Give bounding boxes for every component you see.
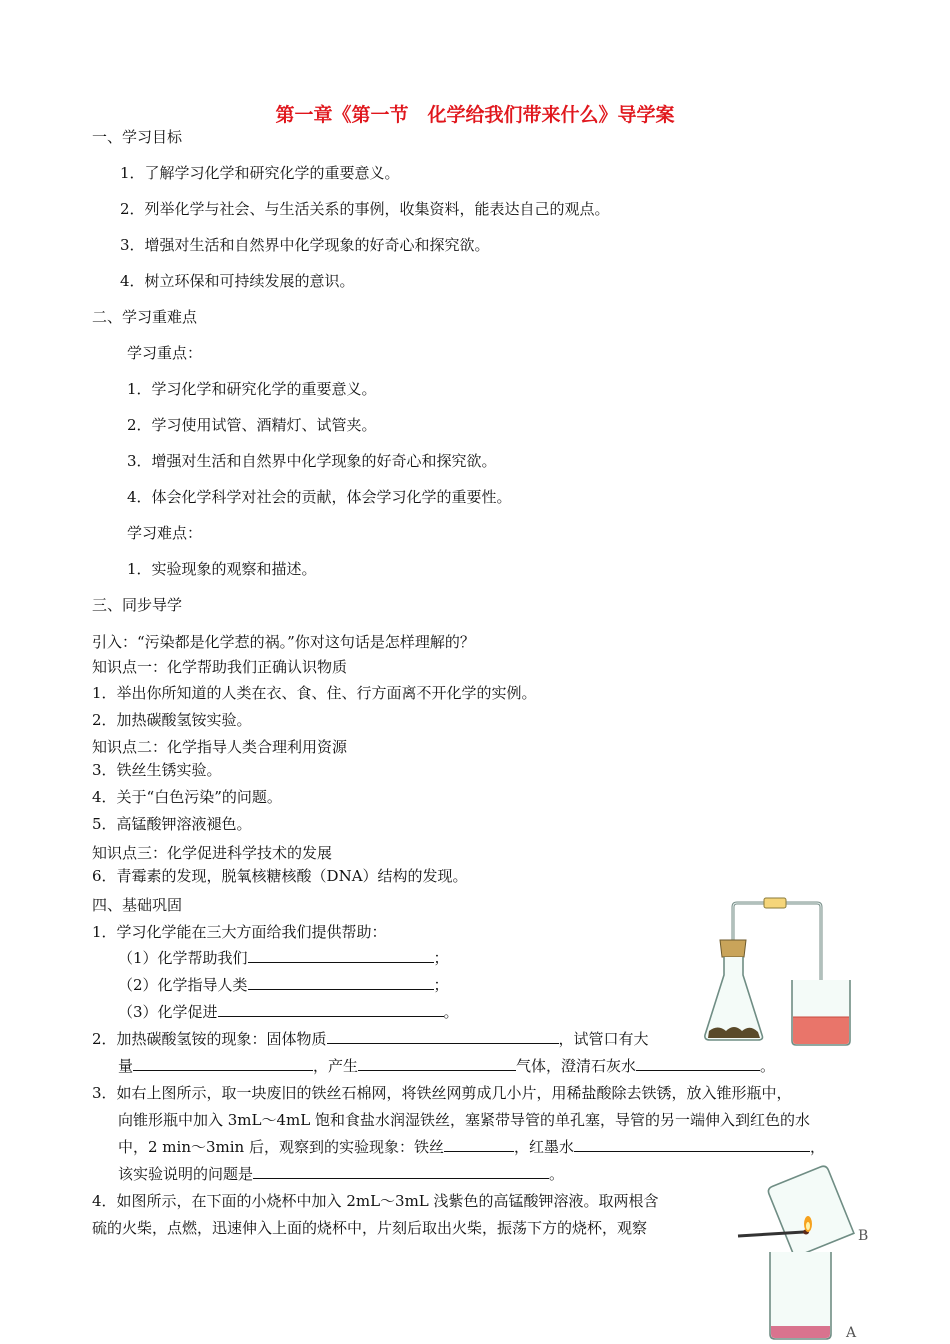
question-1b-text: （2）化学指导人类 (118, 976, 248, 994)
question-3-text: ，红墨水 (514, 1138, 575, 1156)
answer-blank[interactable] (636, 1056, 760, 1071)
knowledge-point: 知识点三：化学促进科学技术的发展 (92, 844, 333, 862)
question-3-line-2: 向锥形瓶中加入 3mL～4mL 饱和食盐水润湿铁丝，塞紧带导管的单孔塞，导管的另一端伸入到红色的水 (118, 1111, 810, 1129)
guide-item: 1．举出你所知道的人类在衣、食、住、行方面离不开化学的实例。 (92, 684, 537, 702)
question-2-line-2 (118, 1056, 775, 1076)
section-heading-goals: 一、学习目标 (92, 128, 183, 146)
difficulty-label: 学习难点： (127, 524, 203, 542)
goal-item: 4．树立环保和可持续发展的意识。 (120, 272, 355, 290)
answer-blank[interactable] (248, 975, 434, 990)
label-b: B (858, 1228, 869, 1244)
intro-line: 引入：“污染都是化学惹的祸。”你对这句话是怎样理解的？ (92, 633, 475, 651)
answer-blank[interactable] (358, 1056, 516, 1071)
question-2-line-1 (92, 1029, 649, 1049)
guide-item: 3．铁丝生锈实验。 (92, 761, 222, 779)
answer-blank[interactable] (253, 1164, 549, 1179)
question-2-text: 2．加热碳酸氢铵的现象：固体物质 (92, 1030, 327, 1048)
answer-blank[interactable] (444, 1137, 514, 1152)
question-2-text: 气体，澄清石灰水 (516, 1057, 637, 1075)
punctuation: ， (810, 1138, 826, 1156)
question-1: 1．学习化学能在三大方面给我们提供帮助： (92, 923, 387, 941)
goal-item: 3．增强对生活和自然界中化学现象的好奇心和探究欲。 (120, 236, 490, 254)
guide-item: 4．关于“白色污染”的问题。 (92, 788, 282, 806)
key-item: 2．学习使用试管、酒精灯、试管夹。 (127, 416, 377, 434)
answer-blank[interactable] (218, 1002, 444, 1017)
answer-blank[interactable] (248, 948, 434, 963)
question-3-line-1: 3．如右上图所示，取一块废旧的铁丝石棉网，将铁丝网剪成几小片，用稀盐酸除去铁锈，放入锥形瓶中， (92, 1084, 792, 1102)
section-heading-consolidation: 四、基础巩固 (92, 896, 183, 914)
question-1a-text: （1）化学帮助我们 (118, 949, 248, 967)
question-3-line-4 (118, 1164, 564, 1184)
punctuation: 。 (549, 1165, 565, 1183)
question-3-text: 中，2 min～3min 后，观察到的实验现象：铁丝 (118, 1138, 444, 1156)
question-4-line-2: 硫的火柴，点燃，迅速伸入上面的烧杯中，片刻后取出火柴，振荡下方的烧杯，观察 (92, 1219, 648, 1237)
answer-blank[interactable] (574, 1137, 810, 1152)
permanganate-beakers-figure (730, 1160, 890, 1344)
knowledge-point: 知识点一：化学帮助我们正确认识物质 (92, 658, 348, 676)
guide-item: 2．加热碳酸氢铵实验。 (92, 711, 252, 729)
difficulty-item: 1．实验现象的观察和描述。 (127, 560, 317, 578)
section-heading-key-points: 二、学习重难点 (92, 308, 198, 326)
question-2-text: ，产生 (313, 1057, 359, 1075)
key-label: 学习重点： (127, 344, 203, 362)
question-3-text: 该实验说明的问题是 (118, 1165, 254, 1183)
key-item: 4．体会化学科学对社会的贡献，体会学习化学的重要性。 (127, 488, 512, 506)
key-item: 1．学习化学和研究化学的重要意义。 (127, 380, 377, 398)
question-3-line-3 (118, 1137, 825, 1157)
iron-rust-apparatus-figure (700, 895, 860, 1055)
question-1a (118, 948, 449, 968)
goal-item: 1．了解学习化学和研究化学的重要意义。 (120, 164, 400, 182)
label-a: A (846, 1325, 857, 1341)
question-4-line-1: 4．如图所示，在下面的小烧杯中加入 2mL～3mL 浅紫色的高锰酸钾溶液。取两根含 (92, 1192, 659, 1210)
guide-item: 5．高锰酸钾溶液褪色。 (92, 815, 252, 833)
punctuation: ； (433, 976, 449, 994)
punctuation: 。 (443, 1003, 459, 1021)
answer-blank[interactable] (327, 1029, 559, 1044)
question-1b (118, 975, 449, 995)
punctuation: 。 (760, 1057, 776, 1075)
guide-item: 6．青霉素的发现，脱氧核糖核酸（DNA）结构的发现。 (92, 867, 468, 885)
goal-item: 2．列举化学与社会、与生活关系的事例，收集资料，能表达自己的观点。 (120, 200, 610, 218)
answer-blank[interactable] (133, 1056, 313, 1071)
knowledge-point: 知识点二：化学指导人类合理利用资源 (92, 738, 348, 756)
question-2-text: 量 (118, 1057, 134, 1075)
question-1c-text: （3）化学促进 (118, 1003, 218, 1021)
section-heading-guide: 三、同步导学 (92, 596, 183, 614)
key-item: 3．增强对生活和自然界中化学现象的好奇心和探究欲。 (127, 452, 497, 470)
page-title: 第一章《第一节 化学给我们带来什么》导学案 (275, 104, 675, 126)
punctuation: ； (433, 949, 449, 967)
question-1c (118, 1002, 459, 1022)
question-2-text: ，试管口有大 (558, 1030, 649, 1048)
